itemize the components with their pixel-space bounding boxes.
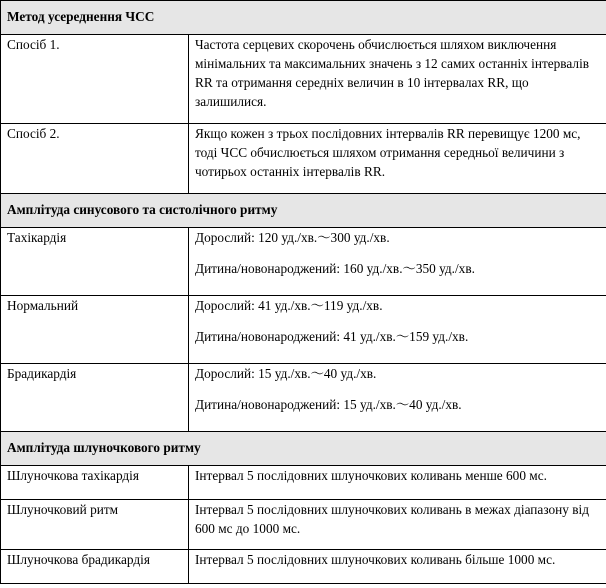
table-row xyxy=(1,500,606,550)
adult-range: Дорослий: 120 уд./хв.～300 уд./хв. xyxy=(195,230,390,245)
table-row xyxy=(1,550,606,584)
section-title: Амплітуда синусового та систолічного ритму xyxy=(1,194,606,228)
row-description: Якщо кожен з трьох послідовних інтервалів RR перевищує 1200 мс, тоді ЧСС обчислюється шляхом отримання середньої величини з чотирьох останніх інтервалів RR. xyxy=(189,124,606,194)
section-header-sinus xyxy=(1,194,606,228)
table-row xyxy=(1,364,606,432)
row-label: Спосіб 2. xyxy=(1,124,189,194)
section-title: Метод усереднення ЧСС xyxy=(1,1,606,35)
section-header-ventricular xyxy=(1,432,606,466)
row-label: Тахікардія xyxy=(1,228,189,296)
row-description: Частота серцевих скорочень обчислюється шляхом виключення мінімальних та максимальних значень з 12 самих останніх інтервалів RR та отримання середніх величин в 10 інтервалах RR, що залишилися. xyxy=(189,35,606,124)
table-row xyxy=(1,124,606,194)
row-description: Інтервал 5 послідовних шлуночкових коливань менше 600 мс. xyxy=(189,466,606,500)
child-range: Дитина/новонароджений: 160 уд./хв.～350 уд./хв. xyxy=(195,261,475,276)
adult-range: Дорослий: 41 уд./хв.～119 уд./хв. xyxy=(195,298,383,313)
section-header-hr-method xyxy=(1,1,606,35)
row-description xyxy=(189,228,606,296)
row-label: Брадикардія xyxy=(1,364,189,432)
row-label: Нормальний xyxy=(1,296,189,364)
row-label: Шлуночковий ритм xyxy=(1,500,189,550)
row-description xyxy=(189,296,606,364)
child-range: Дитина/новонароджений: 15 уд./хв.～40 уд./хв. xyxy=(195,397,462,412)
table-row xyxy=(1,228,606,296)
section-title: Амплітуда шлуночкового ритму xyxy=(1,432,606,466)
child-range: Дитина/новонароджений: 41 уд./хв.～159 уд./хв. xyxy=(195,329,469,344)
row-label: Спосіб 1. xyxy=(1,35,189,124)
row-description: Інтервал 5 послідовних шлуночкових коливань більше 1000 мс. xyxy=(189,550,606,584)
table-row xyxy=(1,296,606,364)
row-label: Шлуночкова брадикардія xyxy=(1,550,189,584)
table-row xyxy=(1,466,606,500)
row-description: Інтервал 5 послідовних шлуночкових коливань в межах діапазону від 600 мс до 1000 мс. xyxy=(189,500,606,550)
row-label: Шлуночкова тахікардія xyxy=(1,466,189,500)
adult-range: Дорослий: 15 уд./хв.～40 уд./хв. xyxy=(195,366,377,381)
row-description xyxy=(189,364,606,432)
table-row xyxy=(1,35,606,124)
